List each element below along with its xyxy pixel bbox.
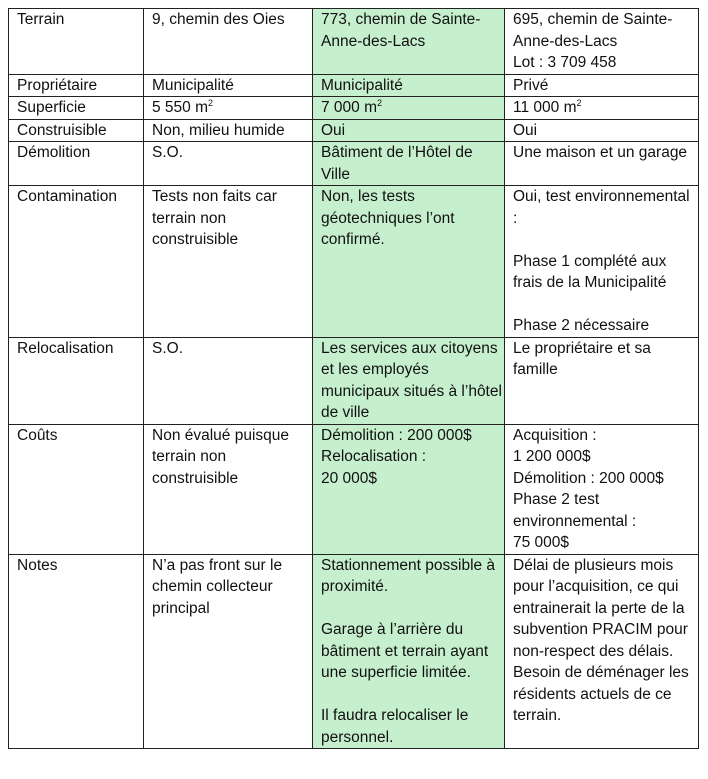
site-3-cell: Délai de plusieurs mois pour l’acquisition, ce qui entrainerait la perte de la subvention PRACIM pour non-respect des délais. Besoin de déménager les résidents actuels de ce terrain. (505, 554, 699, 749)
site-3-cell: Oui (505, 119, 699, 142)
row-label: Superficie (9, 97, 144, 120)
comparison-table (8, 8, 699, 749)
site-3-cell: Acquisition : 1 200 000$ Démolition : 200 000$ Phase 2 test environnemental : 75 000$ (505, 424, 699, 554)
site-2-cell: Non, les tests géotechniques l’ont confirmé. (313, 186, 505, 338)
table-row-notes (9, 554, 699, 749)
row-label: Propriétaire (9, 74, 144, 97)
table-row-superficie (9, 97, 699, 120)
site-1-cell: Municipalité (144, 74, 313, 97)
table-row-relocalisation (9, 337, 699, 424)
site-2-cell: Municipalité (313, 74, 505, 97)
site-1-cell: 9, chemin des Oies (144, 9, 313, 75)
site-2-cell: Les services aux citoyens et les employés municipaux situés à l’hôtel de ville (313, 337, 505, 424)
site-1-cell: Non, milieu humide (144, 119, 313, 142)
site-2-cell: Démolition : 200 000$ Relocalisation : 20 000$ (313, 424, 505, 554)
site-1-cell: Tests non faits car terrain non construisible (144, 186, 313, 338)
site-2-cell: Bâtiment de l’Hôtel de Ville (313, 142, 505, 186)
unit-superscript: 2 (576, 97, 582, 108)
table-row-contamination (9, 186, 699, 338)
site-1-cell: S.O. (144, 142, 313, 186)
site-1-cell: N’a pas front sur le chemin collecteur principal (144, 554, 313, 749)
row-label: Coûts (9, 424, 144, 554)
table-row-proprietaire (9, 74, 699, 97)
site-3-cell: Privé (505, 74, 699, 97)
table-row-terrain (9, 9, 699, 75)
site-3-cell: 695, chemin de Sainte-Anne-des-Lacs Lot : 3 709 458 (505, 9, 699, 75)
site-1-cell: 5 550 $m^2$ (144, 97, 313, 120)
unit-superscript: 2 (377, 97, 383, 108)
table-row-construisible (9, 119, 699, 142)
site-2-cell: 7 000 $m^2$ (313, 97, 505, 120)
site-3-cell: Oui, test environnemental : Phase 1 complété aux frais de la Municipalité Phase 2 nécessaire (505, 186, 699, 338)
unit-superscript: 2 (208, 97, 214, 108)
row-label: Construisible (9, 119, 144, 142)
table-row-demolition (9, 142, 699, 186)
row-label: Contamination (9, 186, 144, 338)
site-1-cell: Non évalué puisque terrain non construisible (144, 424, 313, 554)
row-label: Terrain (9, 9, 144, 75)
table-row-couts (9, 424, 699, 554)
row-label: Relocalisation (9, 337, 144, 424)
site-3-cell: 11 000 $m^2$ (505, 97, 699, 120)
site-3-cell: Le propriétaire et sa famille (505, 337, 699, 424)
row-label: Démolition (9, 142, 144, 186)
site-2-cell: Oui (313, 119, 505, 142)
site-1-cell: S.O. (144, 337, 313, 424)
site-2-cell: Stationnement possible à proximité. Garage à l’arrière du bâtiment et terrain ayant une superficie limitée. Il faudra relocaliser le personnel. (313, 554, 505, 749)
site-3-cell: Une maison et un garage (505, 142, 699, 186)
row-label: Notes (9, 554, 144, 749)
site-2-cell: 773, chemin de Sainte-Anne-des-Lacs (313, 9, 505, 75)
